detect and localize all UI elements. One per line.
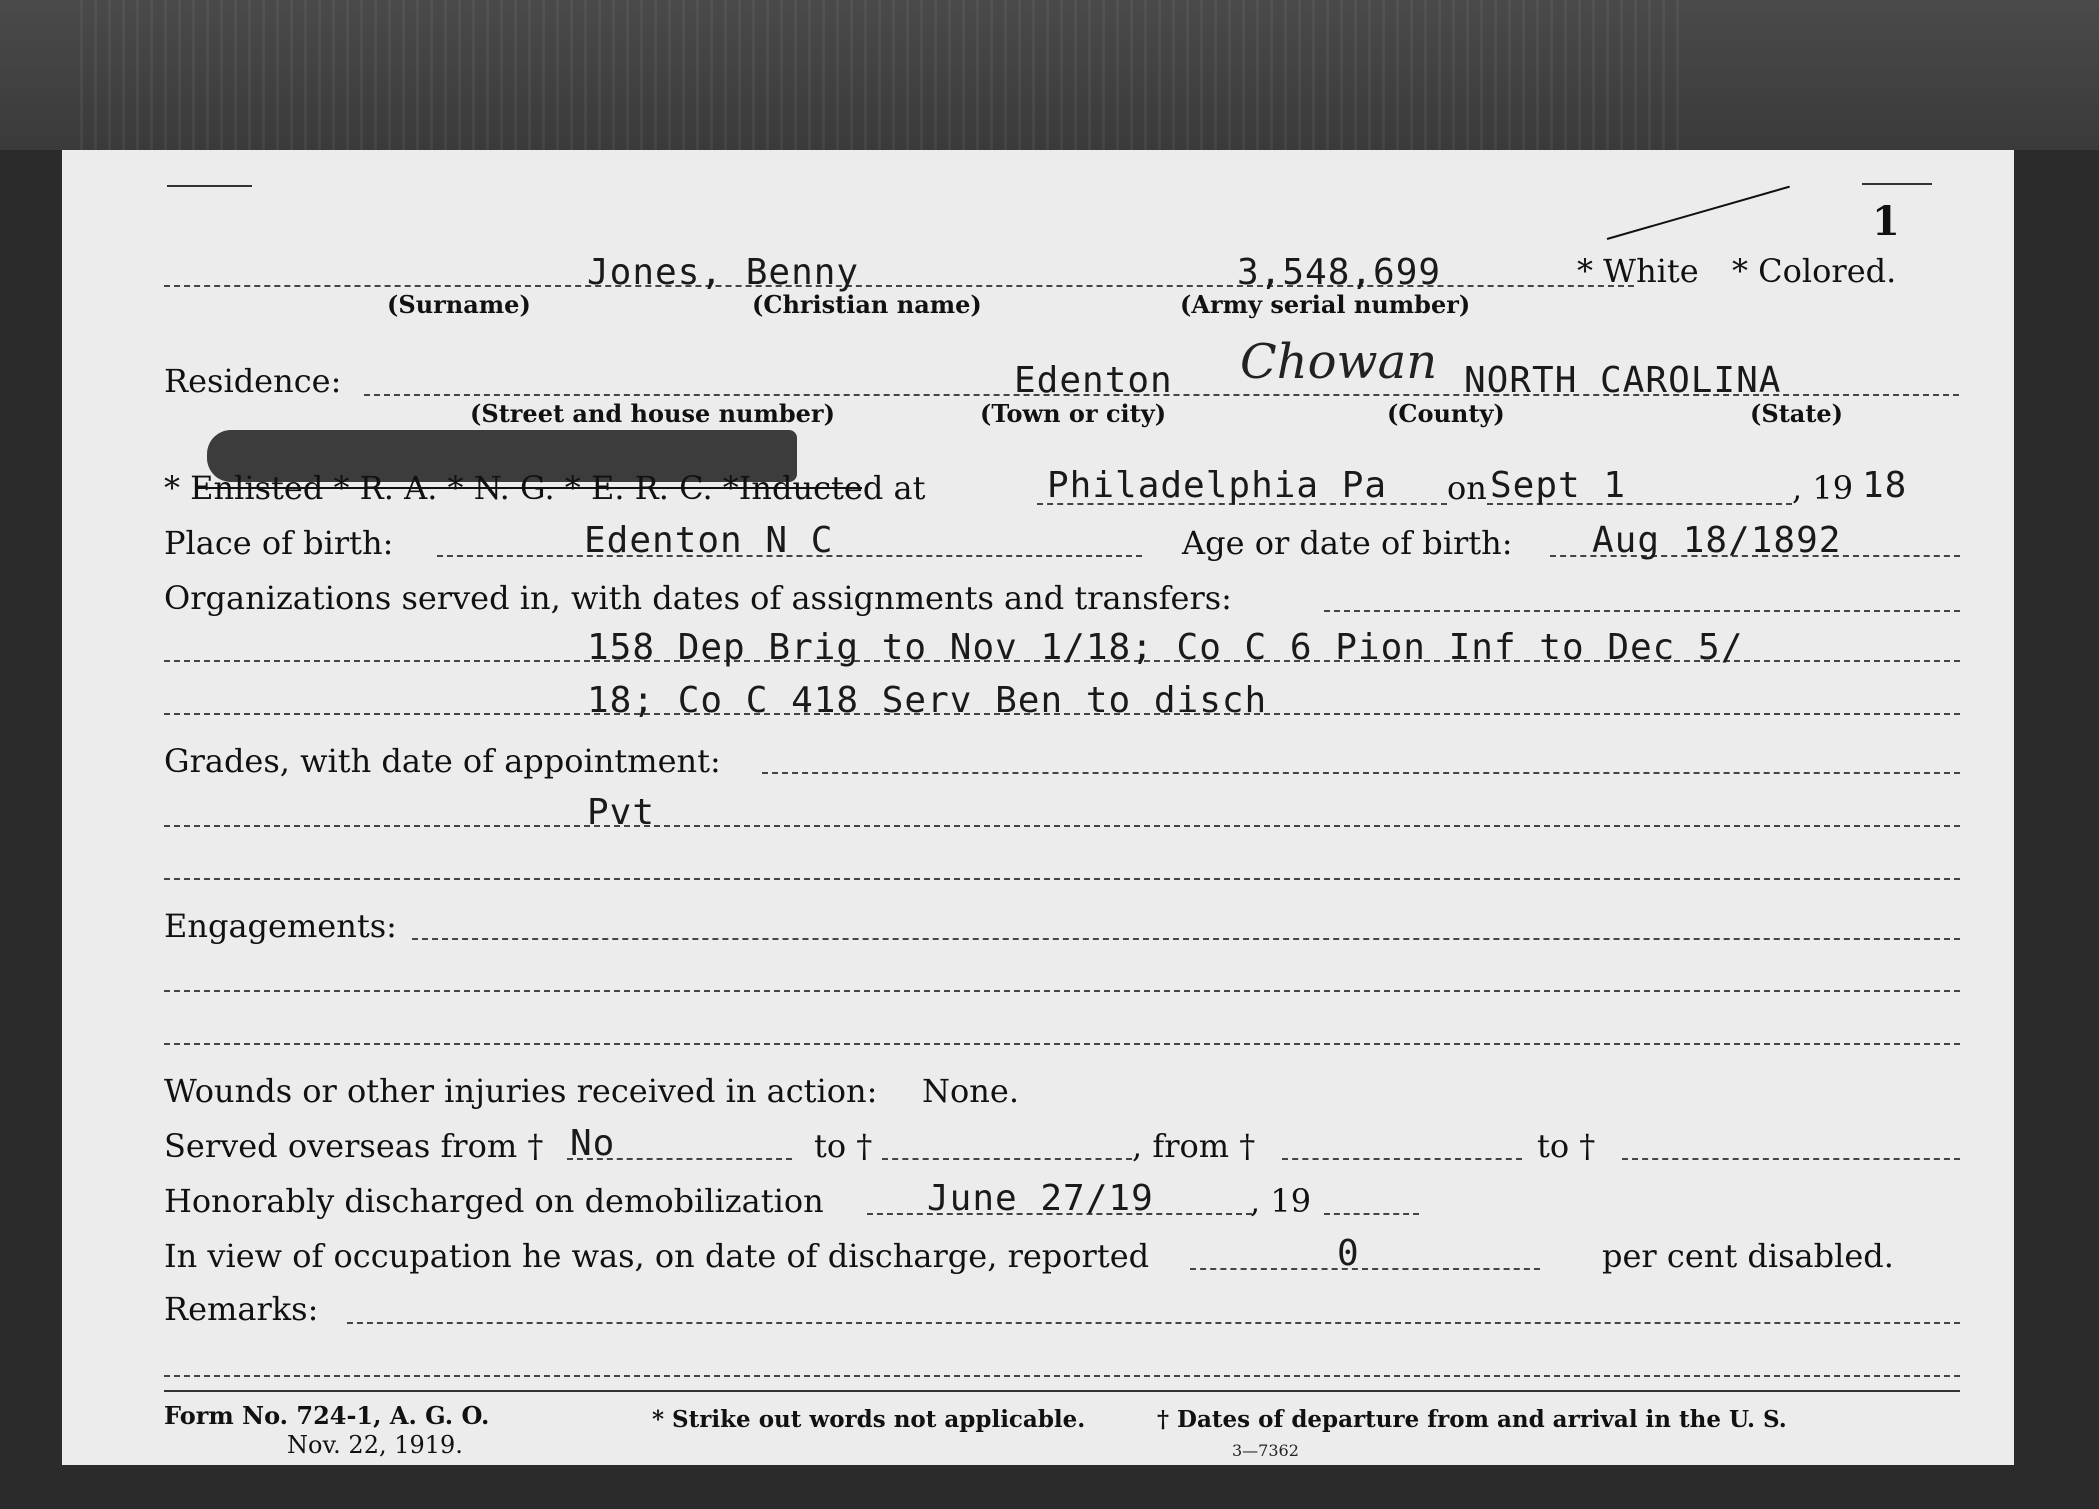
corner-mark-right [1862, 183, 1932, 185]
footer-rule [164, 1390, 1960, 1392]
note-strike: * Strike out words not applicable. [652, 1406, 1086, 1433]
age-label: Age or date of birth: [1182, 524, 1513, 562]
residence-label: Residence: [164, 362, 342, 400]
colored-label: * Colored. [1732, 252, 1897, 290]
birthplace-label: Place of birth: [164, 524, 394, 562]
orgs-line-0 [1324, 610, 1960, 612]
engagements-line-0 [412, 938, 1960, 940]
disabled-label: per cent disabled. [1602, 1237, 1894, 1275]
county-caption: (County) [1387, 399, 1505, 428]
grade-value: Pvt [587, 792, 656, 833]
grades-line-0 [762, 772, 1960, 774]
overseas-value: No [570, 1123, 616, 1164]
enlisted-label: * Enlisted * R. A. * N. G. * E. R. C. *Inducted at [164, 469, 926, 507]
orgs-line2-value: 18; Co C 418 Serv Ben to disch [587, 680, 1268, 721]
town-value: Edenton [1014, 360, 1173, 401]
engagements-label: Engagements: [164, 907, 397, 945]
note-dates: † Dates of departure from and arrival in the U. S. [1157, 1406, 1787, 1433]
overseas-to-line [882, 1158, 1132, 1160]
discharge-label: Honorably discharged on demobilization [164, 1182, 824, 1220]
disabled-line [1190, 1268, 1540, 1270]
discharge-year: , 19 [1250, 1182, 1312, 1220]
form-number: Form No. 724-1, A. G. O. [164, 1401, 490, 1430]
service-record-card [62, 150, 2014, 1465]
grades-line-1 [164, 825, 1960, 827]
remarks-line-1 [164, 1375, 1960, 1377]
serial-caption: (Army serial number) [1180, 290, 1471, 319]
engagements-line-1 [164, 990, 1960, 992]
surname-caption: (Surname) [387, 290, 531, 319]
to2-label: to † [1537, 1127, 1596, 1165]
orgs-line1-value: 158 Dep Brig to Nov 1/18; Co C 6 Pion Inf to Dec 5/ [587, 627, 1744, 668]
serial-value: 3,548,699 [1237, 252, 1442, 293]
inducted-date-value: Sept 1 [1490, 465, 1627, 506]
state-caption: (State) [1750, 399, 1844, 428]
enlisted-strike [197, 487, 862, 489]
print-code: 3—7362 [1232, 1441, 1299, 1460]
overseas-to2-line [1622, 1158, 1960, 1160]
remarks-line-0 [347, 1322, 1960, 1324]
birthplace-value: Edenton N C [584, 520, 834, 561]
wounds-value: None. [922, 1072, 1019, 1110]
overseas-label: Served overseas from † [164, 1127, 544, 1165]
overseas-from2-line [1282, 1158, 1522, 1160]
name-value: Jones, Benny [587, 252, 860, 293]
white-strike [1607, 186, 1790, 240]
from-label: , from † [1132, 1127, 1256, 1165]
white-label: * White [1577, 252, 1699, 290]
year-suffix-value: 18 [1862, 465, 1908, 506]
christian-caption: (Christian name) [752, 290, 982, 319]
to-label: to † [814, 1127, 873, 1165]
inducted-at-value: Philadelphia Pa [1047, 465, 1388, 506]
disabled-value: 0 [1337, 1233, 1360, 1274]
discharge-year-line [1324, 1213, 1419, 1215]
remarks-label: Remarks: [164, 1290, 319, 1328]
scan-texture [80, 0, 1680, 150]
card-number: 1 [1872, 198, 1900, 245]
discharge-date-value: June 27/19 [927, 1178, 1154, 1219]
state-value: NORTH CAROLINA [1464, 360, 1782, 401]
corner-mark-left [167, 185, 252, 187]
orgs-label: Organizations served in, with dates of assignments and transfers: [164, 579, 1232, 617]
county-value: Chowan [1240, 334, 1438, 390]
form-date: Nov. 22, 1919. [287, 1431, 463, 1459]
engagements-line-2 [164, 1043, 1960, 1045]
grades-label: Grades, with date of appointment: [164, 742, 721, 780]
occupation-label: In view of occupation he was, on date of discharge, reported [164, 1237, 1150, 1275]
year-prefix: , 19 [1792, 469, 1854, 507]
on-label: on [1447, 469, 1487, 507]
street-caption: (Street and house number) [470, 399, 835, 428]
town-caption: (Town or city) [980, 399, 1167, 428]
birthdate-value: Aug 18/1892 [1592, 520, 1842, 561]
grades-line-2 [164, 878, 1960, 880]
wounds-label: Wounds or other injuries received in action: [164, 1072, 878, 1110]
